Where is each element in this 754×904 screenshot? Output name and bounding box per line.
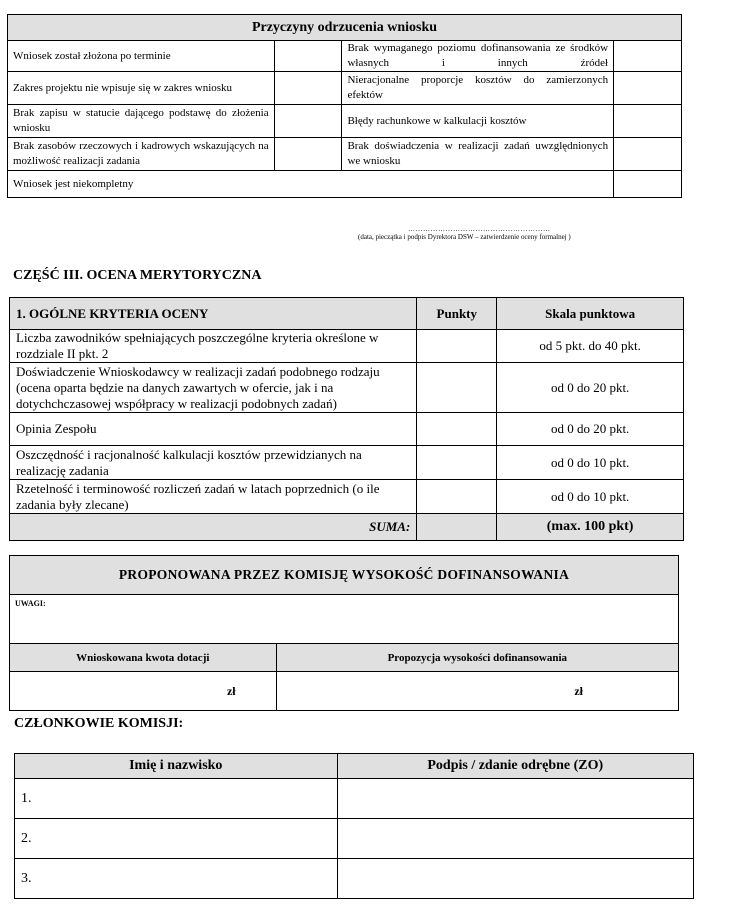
sum-points-cell[interactable]	[417, 514, 497, 541]
reason-cell: Błędy rachunkowe w kalkulacji kosztów	[342, 105, 614, 138]
section-heading: CZĘŚĆ III. OCENA MERYTORYCZNA	[13, 268, 262, 283]
criteria-header: 1. OGÓLNE KRYTERIA OCENY	[10, 298, 417, 330]
reason-checkbox-cell[interactable]	[274, 138, 342, 171]
notes-field[interactable]	[10, 595, 679, 644]
reason-cell: Brak wymaganego poziomu dofinansowania ze środków własnych i innych źródeł	[342, 41, 614, 72]
points-cell[interactable]	[417, 413, 497, 446]
signature-header: Podpis / zdanie odrębne (ZO)	[337, 754, 693, 779]
reason-checkbox-cell[interactable]	[614, 72, 682, 105]
criterion-text: Liczba zawodników spełniających poszczególne kryteria określone w rozdziale II pkt. 2	[10, 330, 417, 363]
currency-label: zł	[574, 683, 583, 698]
rejection-title: Przyczyny odrzucenia wniosku	[8, 15, 682, 41]
reason-cell: Zakres projektu nie wpisuje się w zakres wniosku	[8, 72, 275, 105]
sum-label: SUMA:	[10, 514, 417, 541]
name-header: Imię i nazwisko	[15, 754, 338, 779]
signature-line: …………………………………………………	[408, 225, 551, 233]
reason-cell: Wniosek został złożona po terminie	[8, 41, 275, 72]
scale-cell: od 0 do 10 pkt.	[497, 446, 684, 480]
points-cell[interactable]	[417, 480, 497, 514]
proposed-amount-header: Propozycja wysokości dofinansowania	[276, 644, 678, 672]
criterion-text: Oszczędność i racjonalność kalkulacji kosztów przewidzianych na realizację zadania	[10, 446, 417, 480]
reason-checkbox-cell[interactable]	[614, 105, 682, 138]
signature-caption: (data, pieczątka i podpis Dyrektora DSW – zatwierdzenie oceny formalnej )	[358, 233, 571, 241]
notes-label: UWAGI:	[15, 599, 46, 608]
rejection-reasons-table	[7, 14, 682, 198]
points-cell[interactable]	[417, 330, 497, 363]
reason-checkbox-cell[interactable]	[614, 171, 682, 198]
criterion-text: Doświadczenie Wnioskodawcy w realizacji zadań podobnego rodzaju (ocena oparta będzie na danych zawartych w ofercie, jak i na dotychchczasowej współpracy w realizacji podobnych zadań)	[10, 363, 417, 413]
reason-checkbox-cell[interactable]	[274, 105, 342, 138]
member-signature-cell[interactable]	[337, 819, 693, 859]
funding-title: PROPONOWANA PRZEZ KOMISJĘ WYSOKOŚĆ DOFINANSOWANIA	[10, 556, 679, 595]
members-table	[14, 753, 694, 899]
requested-amount-header: Wnioskowana kwota dotacji	[10, 644, 277, 672]
requested-amount-field[interactable]	[10, 672, 277, 711]
reason-cell: Nieracjonalne proporcje kosztów do zamierzonych efektów	[342, 72, 614, 105]
member-number[interactable]: 1.	[15, 779, 338, 819]
scale-cell: od 5 pkt. do 40 pkt.	[497, 330, 684, 363]
reason-checkbox-cell[interactable]	[614, 138, 682, 171]
reason-checkbox-cell[interactable]	[274, 72, 342, 105]
currency-label: zł	[226, 683, 236, 698]
points-cell[interactable]	[417, 363, 497, 413]
criteria-table	[9, 297, 684, 541]
reason-cell: Brak zapisu w statucie dającego podstawę do złożenia wniosku	[8, 105, 275, 138]
scale-cell: od 0 do 10 pkt.	[497, 480, 684, 514]
scale-header: Skala punktowa	[497, 298, 684, 330]
points-cell[interactable]	[417, 446, 497, 480]
reason-checkbox-cell[interactable]	[614, 41, 682, 72]
funding-table	[9, 555, 679, 711]
members-heading: CZŁONKOWIE KOMISJI:	[14, 716, 184, 731]
reason-cell: Wniosek jest niekompletny	[8, 171, 614, 198]
criterion-text: Opinia Zespołu	[10, 413, 417, 446]
member-number[interactable]: 3.	[15, 859, 338, 899]
member-signature-cell[interactable]	[337, 859, 693, 899]
reason-cell: Brak doświadczenia w realizacji zadań uwzględnionych we wniosku	[342, 138, 614, 171]
member-number[interactable]: 2.	[15, 819, 338, 859]
sum-max: (max. 100 pkt)	[497, 514, 684, 541]
member-signature-cell[interactable]	[337, 779, 693, 819]
criterion-text: Rzetelność i terminowość rozliczeń zadań w latach poprzednich (o ile zadania były zlecane)	[10, 480, 417, 514]
scale-cell: od 0 do 20 pkt.	[497, 413, 684, 446]
proposed-amount-field[interactable]	[276, 672, 678, 711]
points-header: Punkty	[417, 298, 497, 330]
scale-cell: od 0 do 20 pkt.	[497, 363, 684, 413]
reason-checkbox-cell[interactable]	[274, 41, 342, 72]
reason-cell: Brak zasobów rzeczowych i kadrowych wskazujących na możliwość realizacji zadania	[8, 138, 275, 171]
